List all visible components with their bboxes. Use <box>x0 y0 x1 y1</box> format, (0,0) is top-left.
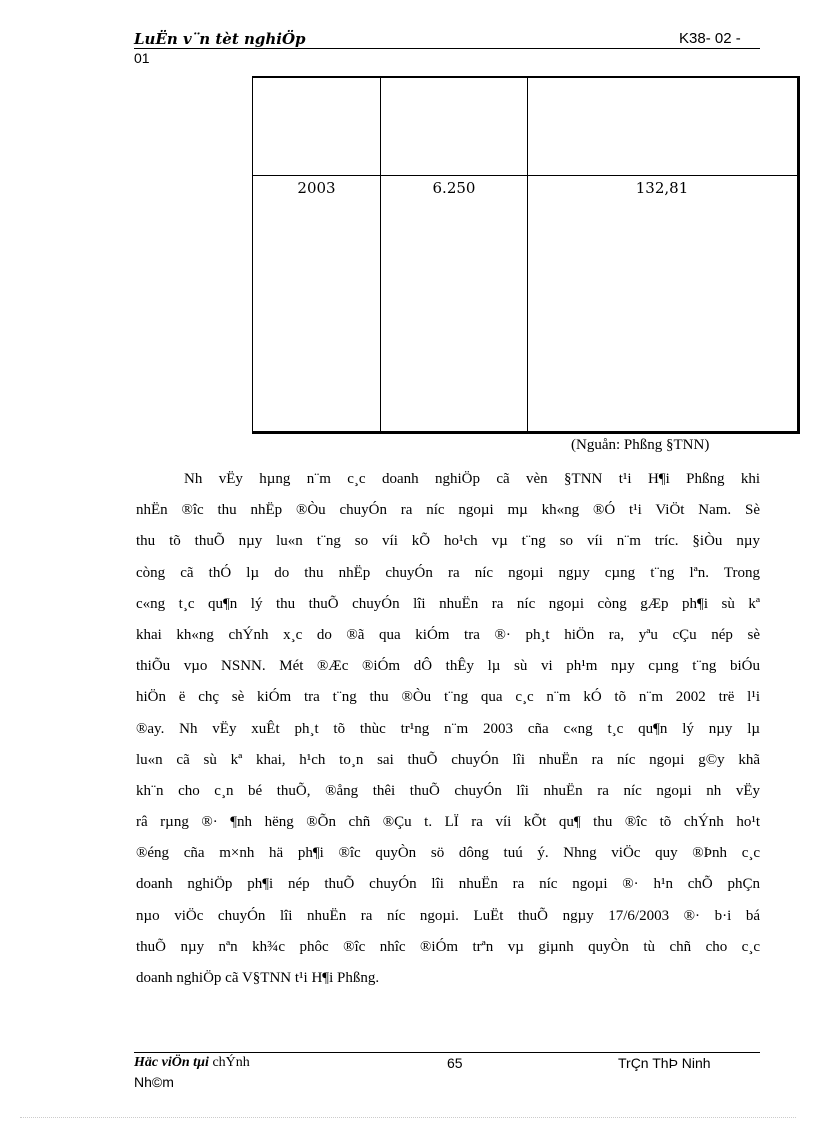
paragraph-line: ®ay. Nh vËy xuÊt ph¸t tõ thùc tr¹ng n¨m 2003 cña c«ng t¸c qu¶n lý nµy lµ <box>136 720 760 737</box>
paragraph-line: nhËn ®îc thu nhËp ®Òu chuyÓn ra níc ngoµi mµ kh«ng ®Ó t¹i ViÖt Nam. Sè <box>136 502 760 519</box>
paragraph-line: còng cã thÓ lµ do thu nhËp chuyÓn ra níc ngoµi ngµy cµng t¨ng lªn. Trong <box>136 564 760 581</box>
footer-rule <box>134 1052 760 1053</box>
footer-school <box>134 1055 250 1071</box>
table-source-note: (Nguån: Phßng §TNN) <box>571 437 710 453</box>
paragraph-line: khai kh«ng chÝnh x¸c do ®ã qua kiÓm tra ®· ph¸t hiÖn ra, yªu cÇu nép sè <box>136 626 760 643</box>
footer-author: TrÇn ThÞ Ninh <box>618 1055 711 1071</box>
table-row-divider <box>253 175 797 176</box>
page-bottom-border <box>20 1117 796 1118</box>
paragraph-line: nµo viÖc chuyÓn lîi nhuËn ra níc ngoµi. LuËt thuÕ ngµy 17/6/2003 ®· b·i bá <box>136 907 760 924</box>
table-cell-year: 2003 <box>297 179 336 197</box>
header-code: K38- 02 - <box>679 30 741 47</box>
data-table <box>252 76 800 434</box>
footer-school-rest: chÝnh <box>208 1055 250 1070</box>
paragraph-line: Nh vËy hµng n¨m c¸c doanh nghiÖp cã vèn §TNN t¹i H¶i Phßng khi <box>184 471 760 487</box>
paragraph-line: ®éng cña m×nh hä ph¶i ®îc quyÒn sö dông tuú ý. Nhng viÖc quy ®Þnh c¸c <box>136 845 760 862</box>
table-cell-value: 6.250 <box>432 179 476 197</box>
page-number: 65 <box>447 1055 463 1071</box>
paragraph-line: thuÕ nµy nªn kh¾c phôc ®îc nhîc ®iÓm trªn vµ giµnh quyÒn tù chñ cho c¸c <box>136 938 760 955</box>
paragraph-line: doanh nghiÖp ph¶i nép thuÕ chuyÓn lîi nhuËn ra níc ngoµi ®· h¹n chÕ phÇn <box>136 876 760 893</box>
paragraph-line: kh¨n cho c¸n bé thuÕ, ®ång thêi thuÕ chuyÓn lîi nhuËn ra níc ngoµi nh vËy <box>136 782 760 799</box>
paragraph-line: thiÕu vµo NSNN. Mét ®Æc ®iÓm dÔ thÊy lµ sù vi ph¹m nµy cµng t¨ng biÓu <box>136 658 760 675</box>
footer-school-bold: Häc viÖn tµi <box>134 1055 209 1070</box>
paragraph-line: hiÖn ë chç sè kiÓm tra t¨ng thu ®Òu t¨ng qua c¸c n¨m kÓ tõ n¨m 2002 trë l¹i <box>136 689 760 706</box>
body-paragraph <box>136 464 760 994</box>
header-rule <box>134 48 760 49</box>
table-column-divider <box>380 78 381 431</box>
footer-school-line2: Nh©m <box>134 1074 174 1090</box>
paragraph-line: lu«n cã sù kª khai, h¹ch to¸n sai thuÕ chuyÓn lîi nhuËn ra níc ngoµi g©y khã <box>136 751 760 768</box>
table-cell-percent: 132,81 <box>635 179 689 197</box>
header-code-continued: 01 <box>134 50 150 66</box>
paragraph-line: c«ng t¸c qu¶n lý thu thuÕ chuyÓn lîi nhuËn ra níc ngoµi còng gÆp ph¶i sù kª <box>136 595 760 612</box>
table-column-divider <box>527 78 528 431</box>
header-title: LuËn v¨n tèt nghiÖp <box>134 30 306 48</box>
paragraph-line: thu tõ thuÕ nµy lu«n t¨ng so víi kÕ ho¹ch vµ t¨ng so víi n¨m tríc. §iÒu nµy <box>136 533 760 550</box>
paragraph-line: râ rµng ®· ¶nh hëng ®Õn chñ ®Çu t. LÏ ra víi kÕt qu¶ thu ®îc tõ chÝnh ho¹t <box>136 814 760 831</box>
paragraph-line: doanh nghiÖp cã V§TNN t¹i H¶i Phßng. <box>136 970 380 986</box>
